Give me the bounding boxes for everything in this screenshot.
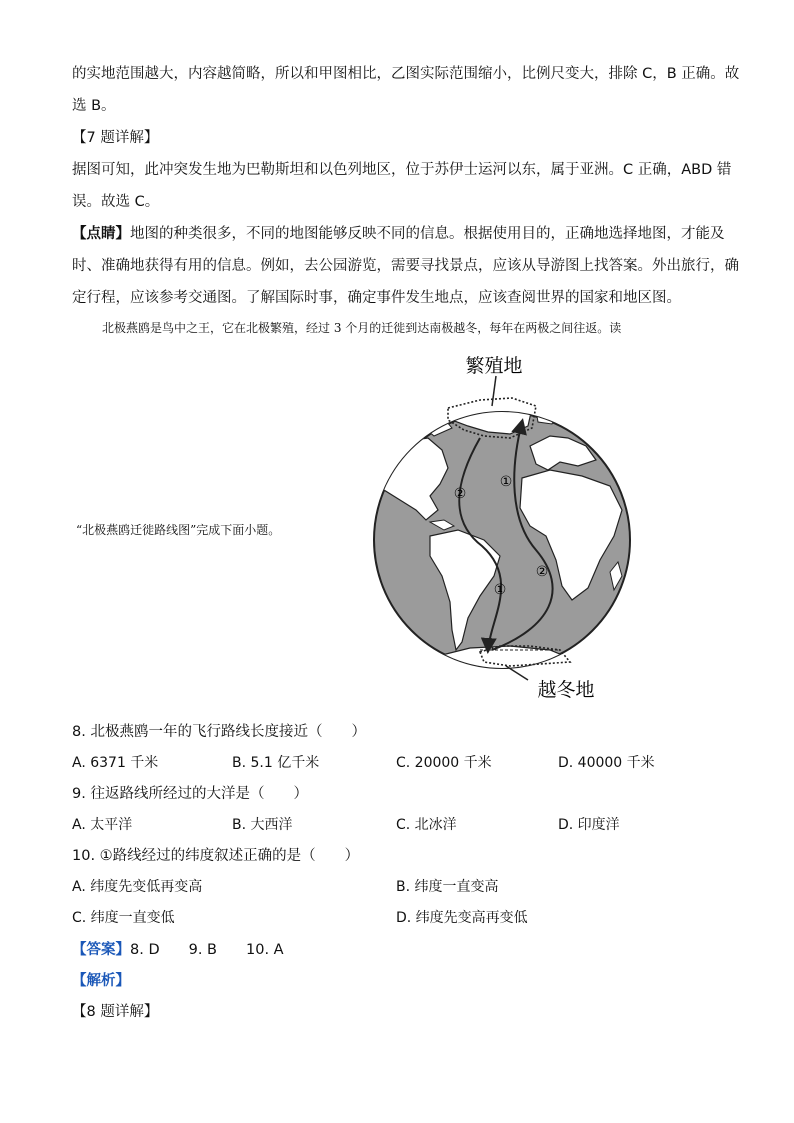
dianjing-line: 定行程，应该参考交通图。了解国际时事，确定事件发生地点，应该查阅世界的国家和地区图。 bbox=[72, 290, 681, 306]
answer-line bbox=[72, 940, 722, 960]
q8-option-c[interactable]: C. 20000 千米 bbox=[396, 755, 492, 771]
analysis-tag: 【解析】 bbox=[72, 973, 130, 989]
q7-detail-line: 据图可知，此冲突发生地为巴勒斯坦和以色列地区，位于苏伊士运河以东，属于亚洲。C 正确，ABD 错 bbox=[72, 162, 732, 178]
q10-option-a[interactable]: A. 纬度先变低再变高 bbox=[72, 879, 203, 895]
explanation-line: 选 B。 bbox=[72, 98, 116, 114]
explanation-line: 的实地范围越大，内容越简略，所以和甲图相比，乙图实际范围缩小，比例尺变大，排除 C，B 正确。故 bbox=[72, 66, 740, 82]
q9-option-a[interactable]: A. 太平洋 bbox=[72, 817, 133, 833]
q7-heading: 【7 题详解】 bbox=[72, 130, 159, 146]
dianjing-line: 时、准确地获得有用的信息。例如，去公园游览，需要寻找景点，应该从导游图上找答案。外出旅行，确 bbox=[72, 258, 739, 274]
answer-text: 8. D 9. B 10. A bbox=[130, 942, 284, 958]
wintering-ground-label: 越冬地 bbox=[537, 679, 595, 701]
q7-detail-line: 误。故选 C。 bbox=[72, 194, 160, 210]
migration-map bbox=[360, 350, 660, 710]
q8-stem: 8. 北极燕鸥一年的飞行路线长度接近（ ） bbox=[72, 724, 366, 740]
route-label-1-south: ① bbox=[493, 582, 507, 598]
route-label-1-north: ① bbox=[499, 474, 513, 490]
q9-option-d[interactable]: D. 印度洋 bbox=[558, 817, 620, 833]
q9-option-c[interactable]: C. 北冰洋 bbox=[396, 817, 457, 833]
answer-tag: 【答案】 bbox=[72, 942, 130, 958]
q8-option-a[interactable]: A. 6371 千米 bbox=[72, 755, 159, 771]
globe bbox=[374, 400, 630, 680]
q9-stem: 9. 往返路线所经过的大洋是（ ） bbox=[72, 786, 308, 802]
breeding-ground-label: 繁殖地 bbox=[465, 355, 523, 377]
q9-option-b[interactable]: B. 大西洋 bbox=[232, 817, 293, 833]
dianjing-line bbox=[72, 224, 725, 244]
route-label-2-south: ② bbox=[535, 564, 549, 580]
dianjing-text: 地图的种类很多，不同的地图能够反映不同的信息。根据使用目的，正确地选择地图，才能及 bbox=[130, 226, 725, 242]
leader-line-breeding bbox=[492, 376, 496, 406]
q8-option-d[interactable]: D. 40000 千米 bbox=[558, 755, 655, 771]
dianjing-tag: 【点睛】 bbox=[72, 226, 130, 242]
q10-stem: 10. ①路线经过的纬度叙述正确的是（ ） bbox=[72, 848, 360, 864]
route-label-2-north: ② bbox=[453, 486, 467, 502]
intro-line: “北极燕鸥迁徙路线图”完成下面小题。 bbox=[76, 523, 281, 537]
q8-option-b[interactable]: B. 5.1 亿千米 bbox=[232, 755, 320, 771]
q10-option-d[interactable]: D. 纬度先变高再变低 bbox=[396, 910, 528, 926]
q8-detail-heading: 【8 题详解】 bbox=[72, 1004, 159, 1020]
q10-option-b[interactable]: B. 纬度一直变高 bbox=[396, 879, 499, 895]
intro-line: 北极燕鸥是鸟中之王，它在北极繁殖，经过 3 个月的迁徙到达南极越冬，每年在两极之间往返。读 bbox=[102, 321, 622, 335]
q10-option-c[interactable]: C. 纬度一直变低 bbox=[72, 910, 175, 926]
